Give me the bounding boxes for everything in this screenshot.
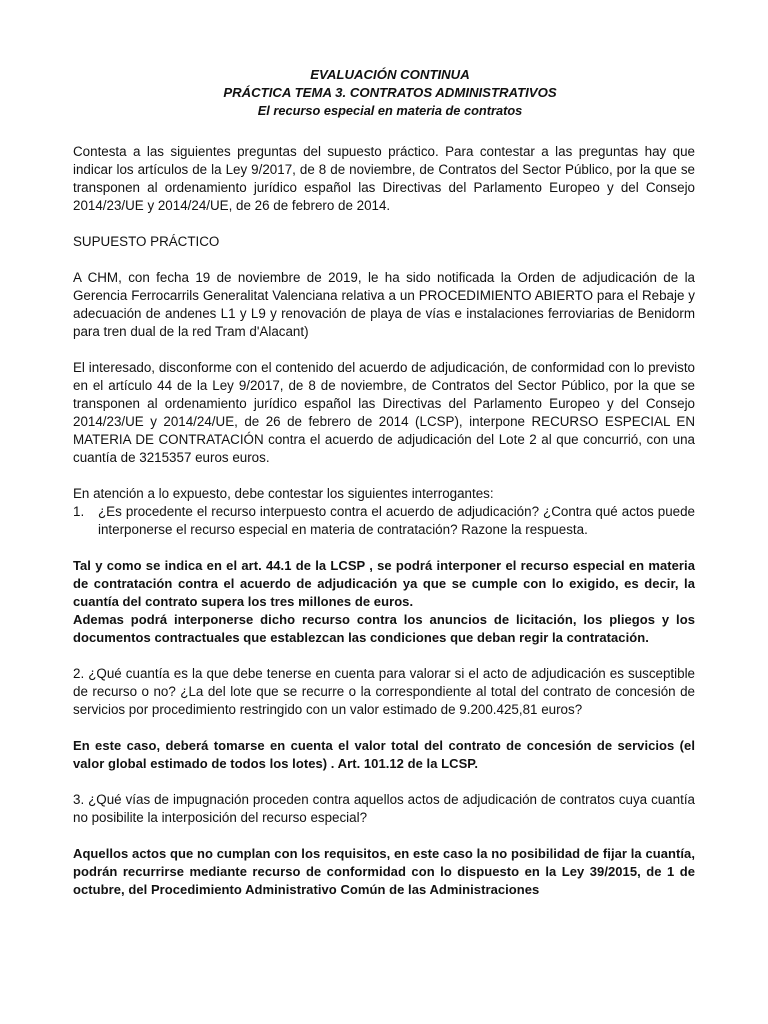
- question-list: [73, 503, 695, 539]
- case-paragraph-1: A CHM, con fecha 19 de noviembre de 2019, le ha sido notificada la Orden de adjudicación de la Gerencia Ferrocarrils Generalitat Valenciana relativa a un PROCEDIMIENTO ABIERTO para el Rebaje y adecuación de andenes L1 y L9 y renovación de playa de vías e instalaciones ferroviarias de Benidorm para tren dual de la red Tram d'Alacant): [73, 270, 695, 339]
- question-1: [73, 503, 695, 539]
- answer-2: En este caso, deberá tomarse en cuenta el valor total del contrato de concesión de servicios (el valor global estimado de todos los lotes) . Art. 101.12 de la LCSP.: [73, 738, 695, 771]
- question-3: 3. ¿Qué vías de impugnación proceden contra aquellos actos de adjudicación de contratos cuya cuantía no posibilite la interposición del recurso especial?: [73, 792, 695, 825]
- question-2: 2. ¿Qué cuantía es la que debe tenerse en cuenta para valorar si el acto de adjudicación es susceptible de recurso o no? ¿La del lote que se recurre o la correspondiente al total del contrato de concesión de servicios por procedimiento restringido con un valor estimado de 9.200.425,81 euros?: [73, 666, 695, 717]
- doc-subtitle: PRÁCTICA TEMA 3. CONTRATOS ADMINISTRATIVOS: [223, 85, 557, 100]
- answer-1-paragraph-1: Tal y como se indica en el art. 44.1 de la LCSP , se podrá interponer el recurso especial en materia de contratación contra el acuerdo de adjudicación ya que se cumple con lo exigido, es decir, la cuantía del contrato supera los tres millones de euros.: [73, 558, 695, 609]
- answer-3: Aquellos actos que no cumplan con los requisitos, en este caso la no posibilidad de fijar la cuantía, podrán recurrirse mediante recurso de conformidad con lo dispuesto en la Ley 39/2015, de 1 de octubre, del Procedimiento Administrativo Común de las Administraciones: [73, 846, 695, 897]
- question-1-text: ¿Es procedente el recurso interpuesto contra el acuerdo de adjudicación? ¿Contra qué actos puede interponerse el recurso especial en materia de contratación? Razone la respuesta.: [98, 504, 695, 537]
- case-heading: SUPUESTO PRÁCTICO: [73, 234, 220, 249]
- doc-title: EVALUACIÓN CONTINUA: [310, 67, 470, 82]
- intro-paragraph: Contesta a las siguientes preguntas del supuesto práctico. Para contestar a las preguntas hay que indicar los artículos de la Ley 9/2017, de 8 de noviembre, de Contratos del Sector Público, por la que se transponen al ordenamiento jurídico español las Directivas del Parlamento Europeo y del Consejo 2014/23/UE y 2014/24/UE, de 26 de febrero de 2014.: [73, 144, 695, 213]
- answer-1-paragraph-2: Ademas podrá interponerse dicho recurso contra los anuncios de licitación, los pliegos y los documentos contractuales que establezcan las condiciones que deban regir la contratación.: [73, 612, 695, 645]
- questions-intro: En atención a lo expuesto, debe contestar los siguientes interrogantes:: [73, 486, 494, 501]
- question-1-number: 1.: [73, 504, 85, 519]
- title-block: [85, 66, 695, 120]
- doc-topic: El recurso especial en materia de contratos: [257, 103, 523, 118]
- case-paragraph-2: El interesado, disconforme con el contenido del acuerdo de adjudicación, de conformidad con lo previsto en el artículo 44 de la Ley 9/2017, de 8 de noviembre, de Contratos del Sector Público, por la que se transponen al ordenamiento jurídico español las Directivas del Parlamento Europeo y del Consejo 2014/23/UE y 2014/24/UE, de 26 de febrero de 2014 (LCSP), interpone RECURSO ESPECIAL EN MATERIA DE CONTRATACIÓN contra el acuerdo de adjudicación del Lote 2 al que concurrió, con una cuantía de 3215357 euros euros.: [73, 360, 695, 465]
